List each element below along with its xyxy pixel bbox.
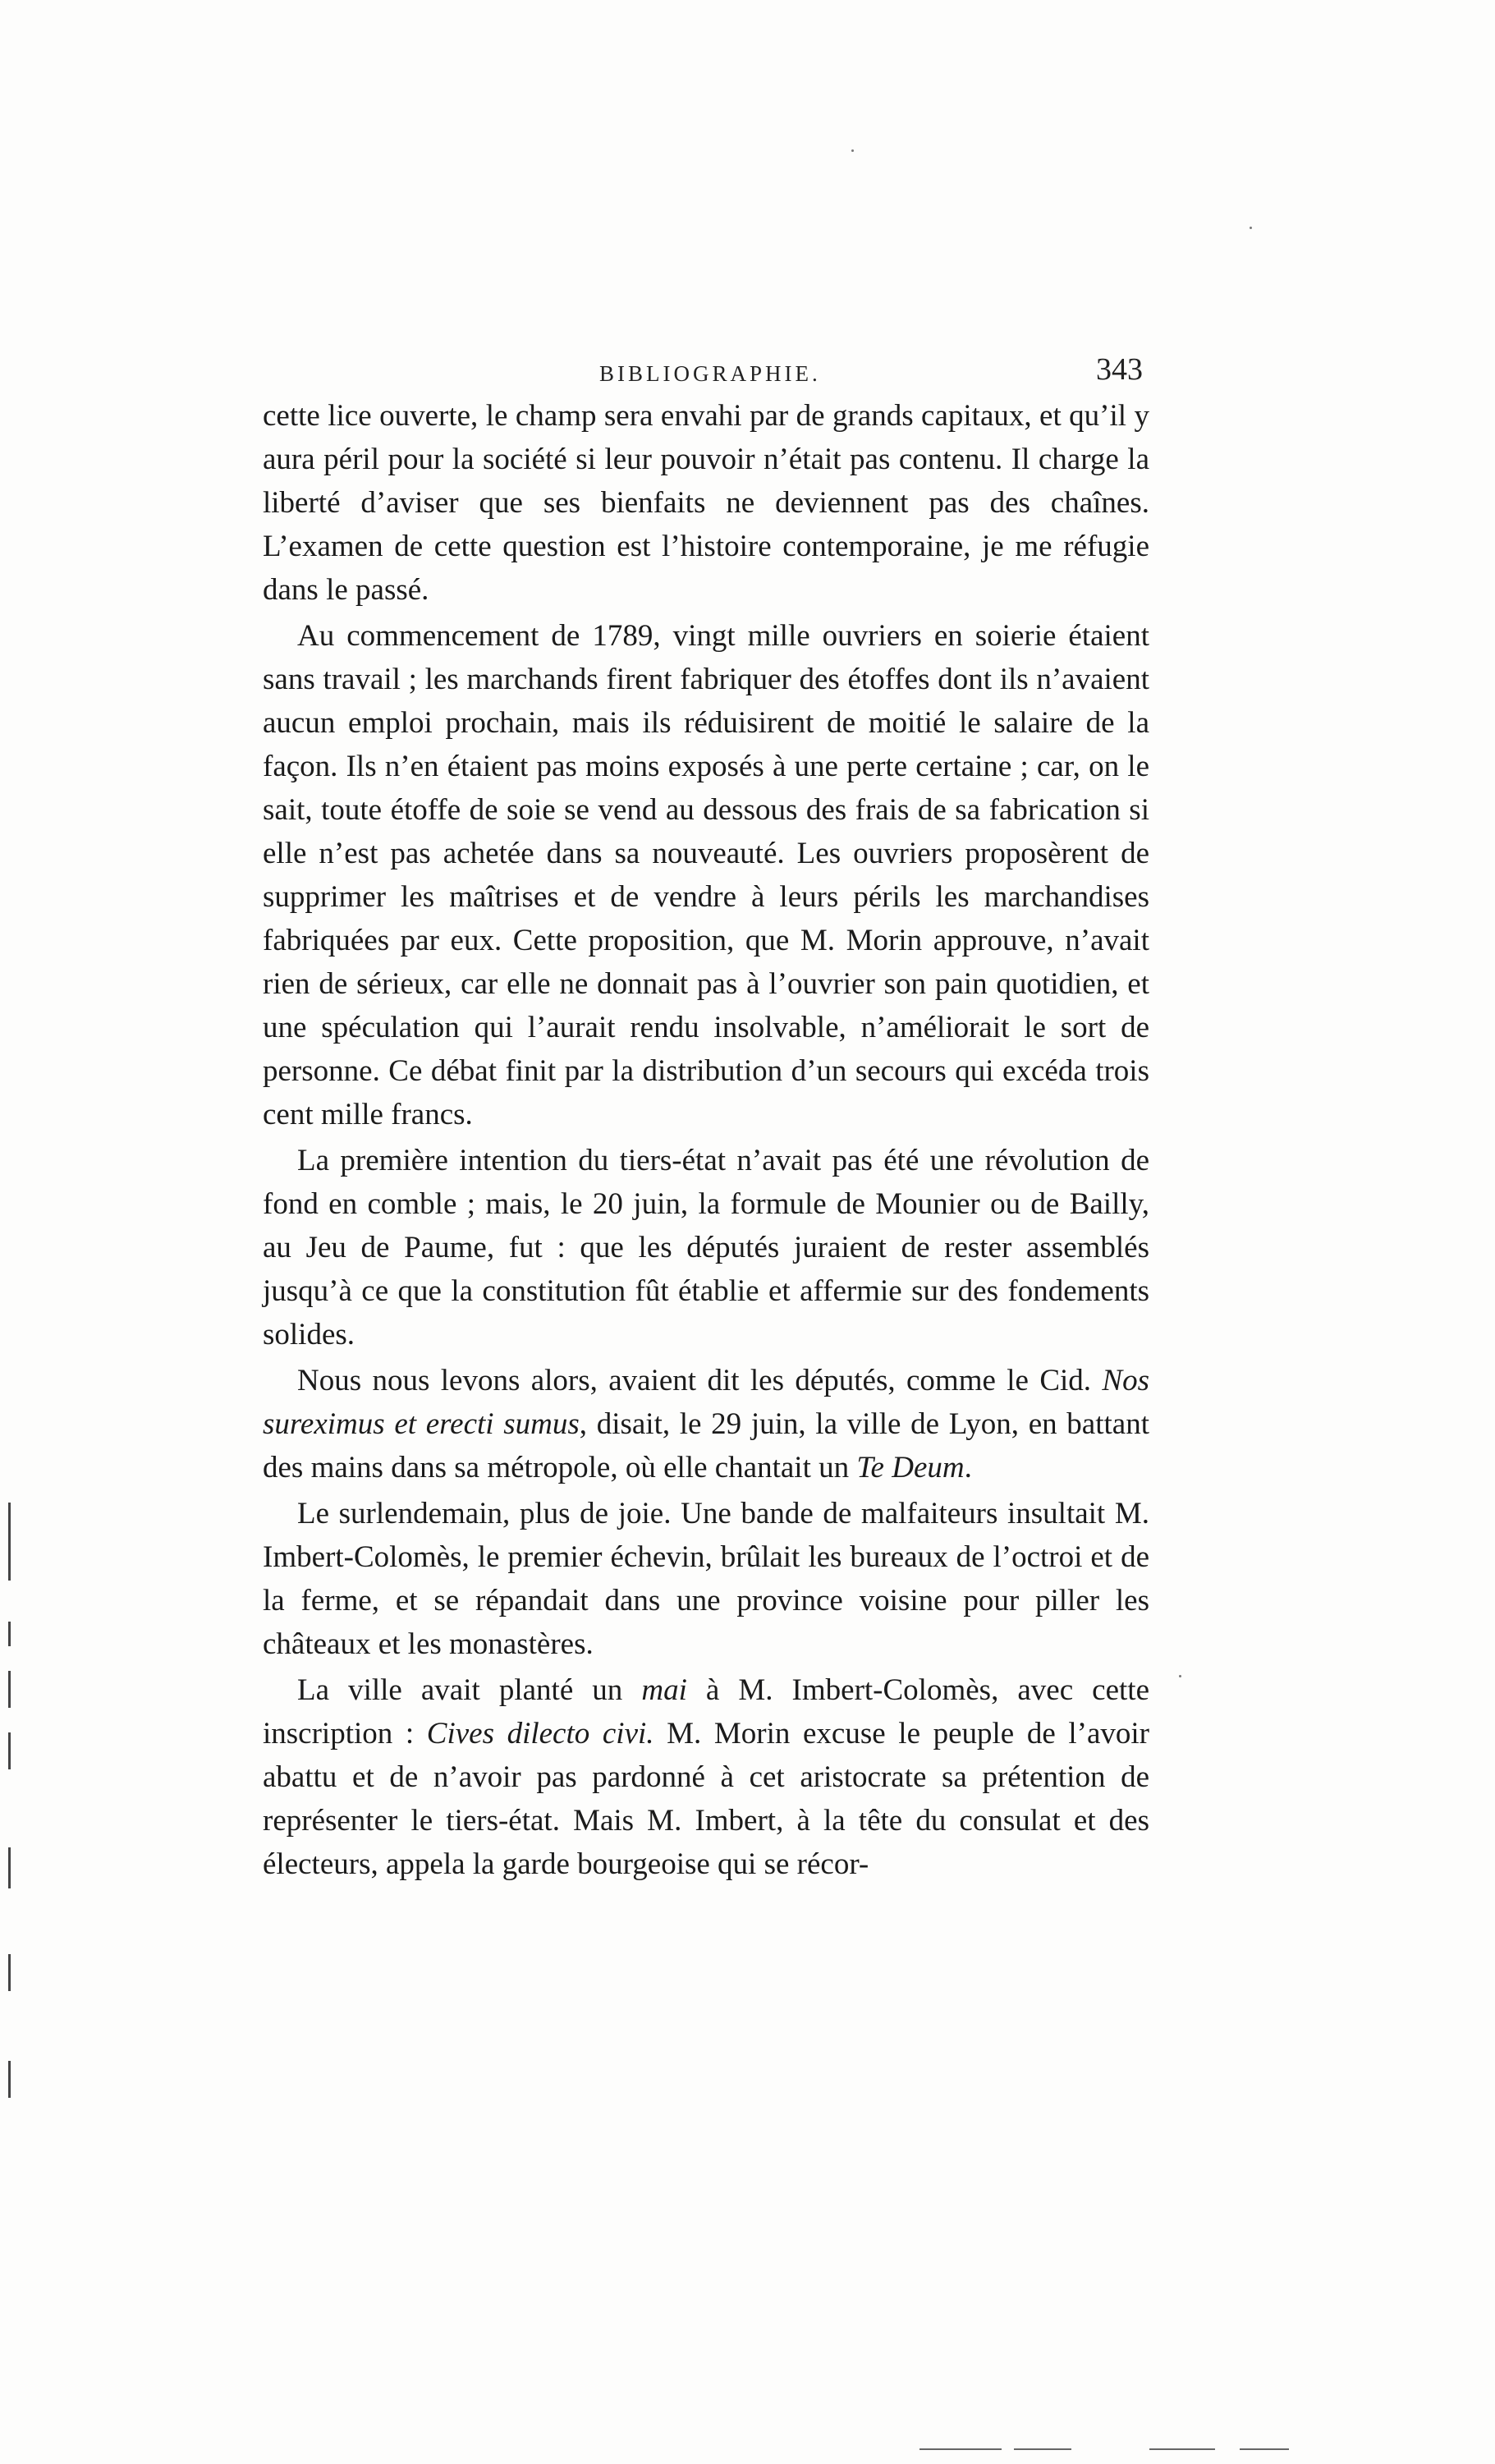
- paragraph: [263, 1492, 1149, 1666]
- paragraph: [263, 1139, 1149, 1356]
- italic-text: mai: [641, 1673, 687, 1707]
- scan-mark: [8, 1671, 11, 1708]
- text-run: Nous nous levons alors, avaient dit les députés, comme le Cid.: [297, 1364, 1103, 1397]
- scan-mark: [8, 1847, 11, 1888]
- running-title: BIBLIOGRAPHIE.: [599, 361, 821, 386]
- scan-speck: [1179, 1675, 1181, 1677]
- scan-mark: [8, 1732, 11, 1769]
- scan-rule: [1240, 2448, 1289, 2450]
- scan-speck: [1250, 227, 1252, 229]
- scan-rule: [1014, 2448, 1071, 2450]
- text-run: M. Morin excuse le peuple de l’avoir abattu et de n’avoir pas pardonné à cet aristocrate sa prétention de représenter le tiers-état. Mais M. Imbert, à la tête du consulat et des électeurs, appela la garde bourgeoise qui se récor-: [263, 1717, 1149, 1881]
- scan-mark: [8, 1954, 11, 1991]
- italic-text: Nos sureximus et erecti sumus: [263, 1364, 1149, 1441]
- scan-mark: [8, 2061, 11, 2098]
- text-run: cette lice ouverte, le champ sera envahi par de grands capitaux, et qu’il y aura péril pour la société si leur pouvoir n’était pas contenu. Il charge la liberté d’aviser que ses bienfaits ne deviennent pas des chaînes. L’examen de cette question est l’histoire contemporaine, je me réfugie dans le passé.: [263, 399, 1149, 607]
- text-run: à M. Imbert-Colomès, avec cette inscription :: [263, 1673, 1150, 1750]
- paragraph: [263, 1359, 1149, 1489]
- paragraph: [263, 1668, 1149, 1886]
- italic-text: Te Deum: [856, 1451, 965, 1484]
- scan-speck: [851, 149, 854, 152]
- text-run: , disait, le 29 juin, la ville de Lyon, en battant des mains dans sa métropole, où elle chantait un: [263, 1407, 1149, 1484]
- page-number: 343: [1096, 352, 1143, 387]
- scan-rule: [1149, 2448, 1215, 2450]
- paragraph: [263, 614, 1149, 1136]
- italic-text: Cives dilecto civi.: [426, 1717, 654, 1750]
- text-run: La première intention du tiers-état n’avait pas été une révolution de fond en comble ; mais, le 20 juin, la formule de Mounier ou de Bailly, au Jeu de Paume, fut : que les députés juraient de rester assemblés jusqu’à ce que la constitution fût établie et affermie sur des fondements solides.: [263, 1144, 1149, 1351]
- text-run: Le surlendemain, plus de joie. Une bande de malfaiteurs insultait M. Imbert-Colomès, le premier échevin, brûlait les bureaux de l’octroi et de la ferme, et se répandait dans une province voisine pour piller les châteaux et les monastères.: [263, 1497, 1149, 1661]
- running-head: [263, 351, 1143, 392]
- scan-mark: [8, 1622, 11, 1646]
- text-run: La ville avait planté un: [297, 1673, 642, 1707]
- text-run: .: [964, 1451, 972, 1484]
- scan-rule: [919, 2448, 1002, 2450]
- body-text: [263, 394, 1149, 1888]
- paragraph: [263, 394, 1149, 612]
- text-run: Au commencement de 1789, vingt mille ouvriers en soierie étaient sans travail ; les marchands firent fabriquer des étoffes dont ils n’avaient aucun emploi prochain, mais ils réduisirent de moitié le salaire de la façon. Ils n’en étaient pas moins exposés à une perte certaine ; car, on le sait, toute étoffe de soie se vend au dessous des frais de sa fabrication si elle n’est pas achetée dans sa nouveauté. Les ouvriers proposèrent de supprimer les maîtrises et de vendre à leurs périls les marchandises fabriquées par eux. Cette proposition, que M. Morin approuve, n’avait rien de sérieux, car elle ne donnait pas à l’ouvrier son pain quotidien, et une spéculation qui l’aurait rendu insolvable, n’améliorait le sort de personne. Ce débat finit par la distribution d’un secours qui excéda trois cent mille francs.: [263, 619, 1149, 1131]
- scan-mark: [8, 1503, 11, 1581]
